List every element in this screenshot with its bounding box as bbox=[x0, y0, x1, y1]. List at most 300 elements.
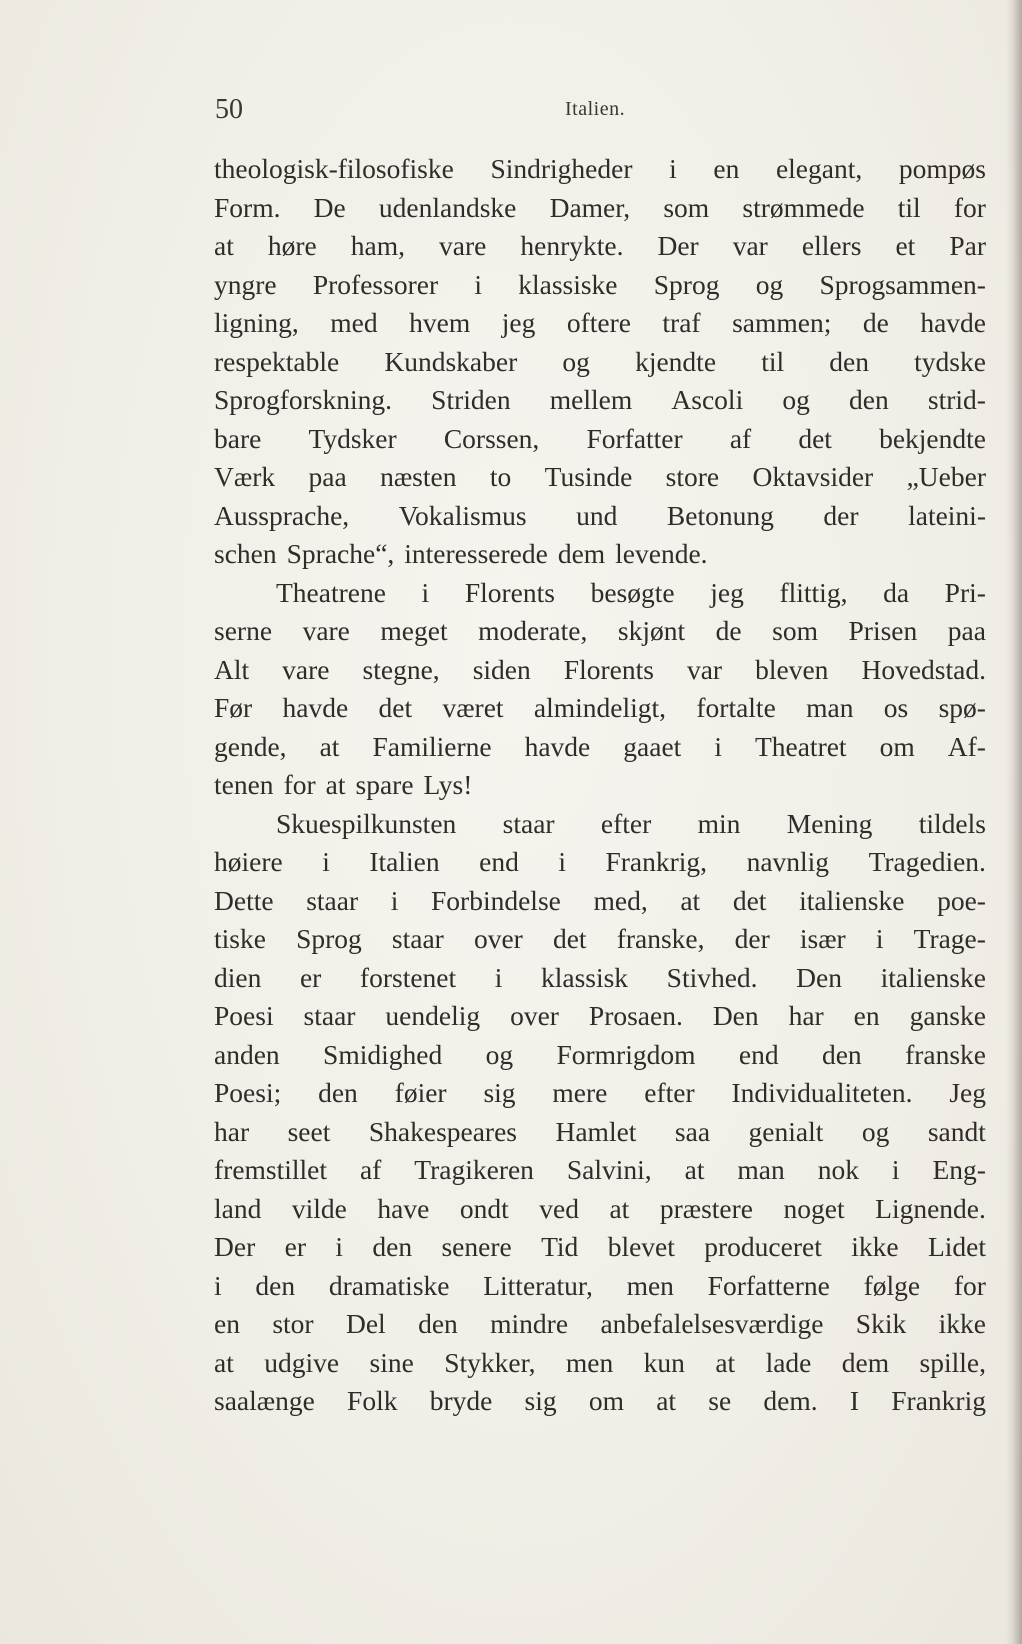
word: ondt bbox=[459, 1192, 509, 1224]
word: „Ueber bbox=[906, 461, 986, 492]
word: præstere bbox=[659, 1192, 754, 1224]
word: vilde bbox=[291, 1192, 347, 1224]
text-line bbox=[214, 1074, 986, 1113]
word: senere bbox=[441, 1231, 512, 1262]
word: bleven bbox=[755, 653, 829, 685]
word: produceret bbox=[704, 1231, 822, 1262]
word: Italien bbox=[369, 846, 440, 877]
word: italienske bbox=[880, 961, 986, 993]
word: sig bbox=[524, 1385, 557, 1416]
word: næsten bbox=[380, 461, 457, 492]
word: stegne, bbox=[362, 653, 440, 685]
word: og bbox=[562, 345, 590, 377]
word: af bbox=[729, 422, 752, 454]
word: und bbox=[576, 499, 618, 531]
word: ellers bbox=[801, 230, 862, 261]
word: moderate, bbox=[478, 615, 588, 646]
word: Før bbox=[214, 692, 253, 723]
word: Damer, bbox=[549, 191, 631, 223]
word: lateini- bbox=[908, 499, 986, 531]
word: Trage- bbox=[913, 923, 986, 954]
word: til bbox=[761, 345, 785, 377]
word: en bbox=[713, 153, 740, 184]
word: Tragikeren bbox=[414, 1154, 534, 1185]
word: Stykker, bbox=[444, 1346, 536, 1378]
text-line bbox=[214, 458, 986, 497]
word: Poesi bbox=[214, 1000, 274, 1031]
word: kun bbox=[643, 1346, 685, 1378]
word: Eng- bbox=[932, 1154, 986, 1185]
word: land bbox=[214, 1192, 262, 1224]
word: dramatiske bbox=[328, 1269, 450, 1301]
word: franske bbox=[905, 1038, 986, 1070]
word: da bbox=[883, 576, 910, 608]
word: Theatret bbox=[754, 730, 847, 762]
word: serne bbox=[214, 615, 273, 646]
word: været bbox=[442, 692, 504, 723]
word: at bbox=[684, 1154, 705, 1185]
word: Mening bbox=[786, 807, 873, 839]
word: den bbox=[418, 1308, 458, 1339]
word: det bbox=[378, 692, 413, 723]
text-line bbox=[214, 728, 986, 767]
word: vare bbox=[439, 230, 487, 261]
word: siden bbox=[472, 653, 531, 685]
word: fremstillet bbox=[214, 1154, 328, 1185]
word: gaaet bbox=[623, 730, 682, 762]
word: vare bbox=[302, 615, 350, 646]
word: Prosaen. bbox=[588, 1000, 683, 1031]
word: Sindrigheder bbox=[490, 153, 633, 184]
word: der bbox=[734, 923, 770, 954]
word: havde bbox=[920, 307, 986, 338]
word: levende. bbox=[615, 538, 708, 569]
text-line bbox=[214, 227, 986, 266]
word: spille, bbox=[919, 1346, 986, 1378]
word: for bbox=[953, 191, 986, 223]
text-line bbox=[214, 805, 986, 844]
word: Individualiteten. bbox=[731, 1077, 913, 1108]
text-line bbox=[214, 343, 986, 382]
word: Pri- bbox=[944, 576, 986, 608]
word: staar bbox=[391, 923, 444, 954]
word: med, bbox=[593, 884, 648, 916]
word: traf bbox=[662, 307, 701, 338]
word: store bbox=[665, 461, 720, 492]
word: oftere bbox=[566, 307, 631, 338]
word: Tydsker bbox=[308, 422, 397, 454]
word: i bbox=[558, 846, 566, 877]
word: den bbox=[255, 1269, 296, 1301]
word: var bbox=[686, 653, 723, 685]
word: for bbox=[283, 769, 316, 800]
word: og bbox=[485, 1038, 514, 1070]
word: over bbox=[473, 923, 523, 954]
text-line bbox=[214, 1382, 986, 1421]
word: jeg bbox=[710, 576, 744, 608]
word: Betonung bbox=[666, 499, 774, 531]
text-line bbox=[214, 497, 986, 536]
word: almindeligt, bbox=[533, 692, 667, 723]
word: strid- bbox=[927, 384, 986, 415]
word: at bbox=[609, 1192, 630, 1224]
word: i bbox=[390, 884, 399, 916]
word: Par bbox=[949, 230, 986, 261]
word: Kundskaber bbox=[384, 345, 518, 377]
word: saa bbox=[674, 1115, 711, 1147]
word: udgive bbox=[264, 1346, 340, 1378]
word: om bbox=[879, 730, 915, 762]
word: anbefalelsesværdige bbox=[600, 1308, 824, 1339]
word: for bbox=[953, 1269, 986, 1301]
word: om bbox=[588, 1385, 624, 1416]
word: havde bbox=[524, 730, 591, 762]
word: det bbox=[798, 422, 832, 454]
word: Sprogsammen- bbox=[819, 268, 986, 300]
body-text bbox=[214, 150, 986, 1421]
word: har bbox=[788, 1000, 824, 1031]
word: Forfatterne bbox=[707, 1269, 830, 1301]
text-line bbox=[214, 304, 986, 343]
word: føier bbox=[394, 1077, 447, 1108]
word: dem bbox=[841, 1346, 890, 1378]
word: flittig, bbox=[779, 576, 848, 608]
word: i bbox=[891, 1154, 900, 1185]
word: og bbox=[782, 384, 810, 415]
word: havde bbox=[282, 692, 349, 723]
word: hvem bbox=[409, 307, 471, 338]
word: over bbox=[510, 1000, 559, 1031]
word: Den bbox=[796, 961, 842, 993]
word: skjønt bbox=[617, 615, 686, 646]
text-line bbox=[214, 1305, 986, 1344]
word: Formrigdom bbox=[556, 1038, 696, 1070]
word: til bbox=[897, 191, 921, 223]
word: dien bbox=[214, 961, 262, 993]
word: Skik bbox=[855, 1308, 907, 1339]
word: er bbox=[284, 1231, 306, 1262]
word: have bbox=[377, 1192, 430, 1224]
word: man bbox=[737, 1154, 785, 1185]
text-line bbox=[214, 920, 986, 959]
word: spø- bbox=[938, 692, 986, 723]
word: end bbox=[479, 846, 519, 877]
word: nok bbox=[817, 1154, 859, 1185]
word: at bbox=[715, 1346, 736, 1378]
text-line bbox=[214, 1113, 986, 1152]
word: Litteratur, bbox=[483, 1269, 593, 1301]
word: følge bbox=[863, 1269, 921, 1301]
word: har bbox=[214, 1115, 250, 1147]
text-line bbox=[214, 997, 986, 1036]
word: de bbox=[715, 615, 742, 646]
word: tenen bbox=[214, 769, 274, 800]
word: Del bbox=[345, 1308, 386, 1339]
word: elegant, bbox=[775, 153, 863, 184]
word: Værk bbox=[214, 461, 276, 492]
word: bare bbox=[214, 422, 262, 454]
word: tydske bbox=[914, 345, 986, 377]
word: staar bbox=[306, 884, 359, 916]
word: gende, bbox=[214, 730, 287, 762]
word: at bbox=[680, 884, 701, 916]
word: franske, bbox=[616, 923, 705, 954]
word: den bbox=[829, 345, 869, 377]
word: anden bbox=[214, 1038, 280, 1070]
text-line bbox=[214, 381, 986, 420]
text-line bbox=[214, 150, 986, 189]
word: os bbox=[883, 692, 909, 723]
word: spare bbox=[355, 769, 414, 800]
word: i bbox=[875, 923, 884, 954]
word: tiske bbox=[214, 923, 266, 954]
word: theologisk-filosofiske bbox=[214, 153, 454, 184]
word: henrykte. bbox=[520, 230, 624, 261]
word: Sprogforskning. bbox=[214, 384, 392, 415]
word: Dette bbox=[214, 884, 274, 916]
word: ikke bbox=[938, 1308, 986, 1339]
word: den bbox=[821, 1038, 862, 1070]
word: Salvini, bbox=[566, 1154, 652, 1185]
word: man bbox=[806, 692, 854, 723]
word: Skuespilkunsten bbox=[276, 807, 457, 839]
text-line bbox=[214, 1036, 986, 1075]
word: at bbox=[214, 230, 234, 261]
word: vare bbox=[282, 653, 330, 685]
word: respektable bbox=[214, 345, 340, 377]
word: der bbox=[823, 499, 859, 531]
word: det bbox=[552, 923, 587, 954]
word: udenlandske bbox=[378, 191, 517, 223]
word: mellem bbox=[549, 384, 633, 415]
word: Stivhed. bbox=[666, 961, 758, 993]
word: den bbox=[849, 384, 889, 415]
word: Jeg bbox=[949, 1077, 986, 1108]
word: i bbox=[474, 268, 482, 300]
word: noget bbox=[783, 1192, 845, 1224]
text-line bbox=[214, 959, 986, 998]
word: sammen; bbox=[732, 307, 832, 338]
word: poe- bbox=[937, 884, 986, 916]
word: Poesi; bbox=[214, 1077, 282, 1108]
word: klassisk bbox=[540, 961, 629, 993]
word: Tusinde bbox=[544, 461, 633, 492]
word: Folk bbox=[347, 1385, 398, 1416]
word: Der bbox=[657, 230, 699, 261]
word: Der bbox=[214, 1231, 256, 1262]
word: tildels bbox=[918, 807, 986, 839]
text-line bbox=[214, 882, 986, 921]
word: Form. bbox=[214, 191, 281, 223]
word: det bbox=[732, 884, 767, 916]
word: min bbox=[697, 807, 741, 839]
word: Florents bbox=[464, 576, 555, 608]
word: ved bbox=[539, 1192, 579, 1224]
word: de bbox=[862, 307, 889, 338]
word: men bbox=[565, 1346, 614, 1378]
word: besøgte bbox=[590, 576, 675, 608]
word: Forfatter bbox=[586, 422, 683, 454]
word: Ascoli bbox=[671, 384, 744, 415]
page-number: 50 bbox=[215, 94, 243, 125]
word: høiere bbox=[214, 846, 283, 877]
word: Smidighed bbox=[323, 1038, 443, 1070]
text-line bbox=[214, 266, 986, 305]
word: Lignende. bbox=[875, 1192, 986, 1224]
word: seet bbox=[287, 1115, 331, 1147]
text-line bbox=[214, 189, 986, 228]
word: Alt bbox=[214, 653, 250, 685]
text-line bbox=[214, 689, 986, 728]
word: Sprog bbox=[653, 268, 720, 300]
text-line bbox=[214, 574, 986, 613]
word: i bbox=[714, 730, 722, 762]
word: Frankrig, bbox=[605, 846, 708, 877]
word: at bbox=[319, 730, 340, 762]
word: den bbox=[318, 1077, 358, 1108]
word: høre bbox=[267, 230, 317, 261]
word: men bbox=[626, 1269, 674, 1301]
word: i bbox=[335, 1231, 343, 1262]
text-line bbox=[214, 420, 986, 459]
word: at bbox=[325, 769, 346, 800]
word: paa bbox=[947, 615, 986, 646]
word: genialt bbox=[748, 1115, 824, 1147]
word: som bbox=[663, 191, 710, 223]
word: dem bbox=[557, 538, 606, 569]
word: dem. bbox=[763, 1385, 818, 1416]
word: Prisen bbox=[848, 615, 918, 646]
word: lade bbox=[765, 1346, 812, 1378]
word: Den bbox=[712, 1000, 759, 1031]
word: end bbox=[738, 1038, 779, 1070]
word: stor bbox=[272, 1308, 314, 1339]
word: sig bbox=[483, 1077, 516, 1108]
word: sine bbox=[369, 1346, 414, 1378]
word: interesserede bbox=[404, 538, 548, 569]
word: staar bbox=[502, 807, 555, 839]
word: Striden bbox=[431, 384, 511, 415]
word: Lys! bbox=[423, 769, 473, 800]
word: Forbindelse bbox=[431, 884, 561, 916]
word: Oktavsider bbox=[752, 461, 874, 492]
word: Af- bbox=[947, 730, 986, 762]
word: Tragedien. bbox=[868, 846, 986, 877]
text-line bbox=[214, 843, 986, 882]
word: Sprache“, bbox=[286, 538, 395, 569]
word: mindre bbox=[490, 1308, 569, 1339]
word: Vokalismus bbox=[398, 499, 527, 531]
page-edge-shadow bbox=[1006, 0, 1022, 1644]
word: at bbox=[656, 1385, 677, 1416]
word: efter bbox=[600, 807, 652, 839]
text-line bbox=[214, 1190, 986, 1229]
word: i bbox=[494, 961, 503, 993]
word: Aussprache, bbox=[214, 499, 350, 531]
text-line bbox=[214, 612, 986, 651]
word: yngre bbox=[214, 268, 277, 300]
word: af bbox=[359, 1154, 382, 1185]
word: en bbox=[214, 1308, 240, 1339]
word: Tid bbox=[541, 1231, 579, 1262]
page-header bbox=[215, 92, 995, 132]
word: jeg bbox=[501, 307, 536, 338]
word: Corssen, bbox=[443, 422, 540, 454]
word: og bbox=[755, 268, 784, 300]
word: i bbox=[669, 153, 677, 184]
word: bryde bbox=[429, 1385, 493, 1416]
text-line bbox=[214, 651, 986, 690]
word: var bbox=[732, 230, 768, 261]
word: i bbox=[214, 1269, 222, 1301]
word: efter bbox=[644, 1077, 695, 1108]
word: strømmede bbox=[742, 191, 865, 223]
word: pompøs bbox=[898, 153, 986, 184]
word: Hovedstad. bbox=[861, 653, 986, 685]
word: I bbox=[849, 1385, 860, 1416]
word: schen bbox=[214, 538, 277, 569]
word: navnlig bbox=[746, 846, 830, 877]
word: en bbox=[853, 1000, 880, 1031]
text-line bbox=[214, 1344, 986, 1383]
word: Familierne bbox=[372, 730, 492, 762]
word: ham, bbox=[350, 230, 405, 261]
word: Florents bbox=[563, 653, 654, 685]
word: at bbox=[214, 1346, 234, 1378]
word: i bbox=[322, 846, 330, 877]
word: mere bbox=[552, 1077, 608, 1108]
word: ligning, bbox=[214, 307, 299, 338]
word: Shakespeares bbox=[368, 1115, 517, 1147]
word: den bbox=[372, 1231, 413, 1262]
word: og bbox=[861, 1115, 890, 1147]
running-head: Italien. bbox=[565, 98, 626, 120]
word: sandt bbox=[927, 1115, 986, 1147]
word: italienske bbox=[799, 884, 905, 916]
text-line bbox=[214, 535, 986, 574]
word: med bbox=[330, 307, 378, 338]
word: klassiske bbox=[518, 268, 618, 300]
word: ganske bbox=[909, 1000, 986, 1031]
word: Sprog bbox=[296, 923, 362, 954]
text-line bbox=[214, 1151, 986, 1190]
text-line bbox=[214, 1228, 986, 1267]
word: et bbox=[895, 230, 916, 261]
word: fortalte bbox=[696, 692, 776, 723]
word: paa bbox=[308, 461, 347, 492]
word: to bbox=[489, 461, 512, 492]
word: Theatrene bbox=[276, 576, 386, 608]
word: blevet bbox=[607, 1231, 675, 1262]
word: Hamlet bbox=[555, 1115, 637, 1147]
word: som bbox=[772, 615, 818, 646]
word: især bbox=[799, 923, 846, 954]
word: forstenet bbox=[359, 961, 457, 993]
word: se bbox=[708, 1385, 732, 1416]
word: De bbox=[313, 191, 346, 223]
word: Professorer bbox=[312, 268, 439, 300]
word: saalænge bbox=[214, 1385, 315, 1416]
word: Frankrig bbox=[891, 1385, 986, 1416]
word: kjendte bbox=[635, 345, 717, 377]
text-line bbox=[214, 1267, 986, 1306]
word: staar bbox=[303, 1000, 356, 1031]
word: uendelig bbox=[385, 1000, 481, 1031]
text-line bbox=[214, 766, 986, 805]
word: Lidet bbox=[927, 1231, 986, 1262]
word: er bbox=[299, 961, 322, 993]
word: ikke bbox=[851, 1231, 899, 1262]
